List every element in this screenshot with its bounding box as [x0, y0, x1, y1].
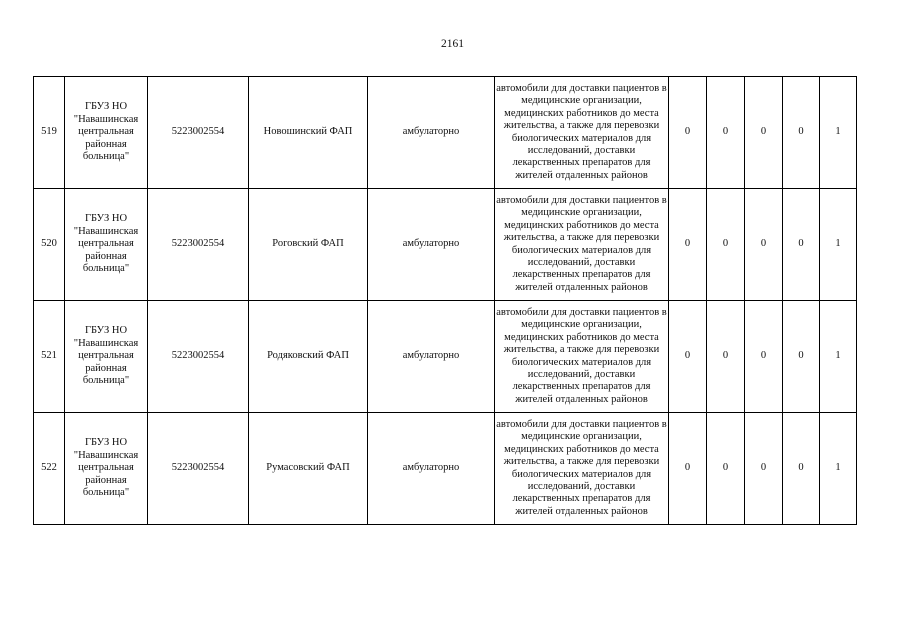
value-cell: 0 — [783, 413, 820, 525]
row-number: 521 — [34, 301, 65, 413]
organization-line: больница" — [82, 487, 130, 499]
facility-name: Румасовский ФАП — [249, 413, 368, 525]
table-row — [34, 413, 857, 525]
value-cell: 0 — [669, 413, 707, 525]
value-cell: 0 — [783, 189, 820, 301]
organization-line: районная — [85, 250, 127, 262]
value-cell: 0 — [745, 189, 783, 301]
page-number: 2161 — [441, 38, 464, 50]
inn-code: 5223002554 — [148, 189, 249, 301]
organization-line: "Навашинская — [73, 449, 139, 461]
inn-code: 5223002554 — [148, 413, 249, 525]
care-type: амбулаторно — [368, 77, 495, 189]
value-cell: 0 — [783, 301, 820, 413]
facility-name: Роговский ФАП — [249, 189, 368, 301]
vehicle-purpose: автомобили для доставки пациентов в медицинские организации, медицинских работников до места жительства, а также для перевозки биологических материалов для исследований, доставки лекарственных препаратов для жителей отдаленных районов — [495, 77, 669, 189]
facility-name: Новошинский ФАП — [249, 77, 368, 189]
value-cell: 0 — [669, 301, 707, 413]
organization-line: центральная — [78, 238, 134, 250]
organization-line: больница" — [82, 151, 130, 163]
care-type: амбулаторно — [368, 301, 495, 413]
value-cell: 0 — [745, 77, 783, 189]
care-type: амбулаторно — [368, 413, 495, 525]
vehicle-purpose: автомобили для доставки пациентов в медицинские организации, медицинских работников до места жительства, а также для перевозки биологических материалов для исследований, доставки лекарственных препаратов для жителей отдаленных районов — [495, 301, 669, 413]
organization-line: районная — [85, 474, 127, 486]
row-number: 519 — [34, 77, 65, 189]
value-cell: 0 — [745, 413, 783, 525]
organization-line: ГБУЗ НО — [84, 437, 128, 449]
value-cell: 0 — [707, 77, 745, 189]
table-row — [34, 77, 857, 189]
facility-name: Родяковский ФАП — [249, 301, 368, 413]
care-type: амбулаторно — [368, 189, 495, 301]
organization-line: ГБУЗ НО — [84, 101, 128, 113]
value-cell: 0 — [745, 301, 783, 413]
inn-code: 5223002554 — [148, 301, 249, 413]
table-row — [34, 189, 857, 301]
vehicle-purpose: автомобили для доставки пациентов в медицинские организации, медицинских работников до места жительства, а также для перевозки биологических материалов для исследований, доставки лекарственных препаратов для жителей отдаленных районов — [495, 413, 669, 525]
value-cell: 0 — [707, 413, 745, 525]
organization-line: центральная — [78, 462, 134, 474]
organization-line: "Навашинская — [73, 113, 139, 125]
organization-name — [65, 301, 148, 413]
value-cell: 0 — [707, 189, 745, 301]
inn-code: 5223002554 — [148, 77, 249, 189]
organization-line: ГБУЗ НО — [84, 325, 128, 337]
value-cell: 1 — [820, 189, 857, 301]
organization-line: "Навашинская — [73, 337, 139, 349]
organization-line: центральная — [78, 126, 134, 138]
row-number: 522 — [34, 413, 65, 525]
vehicle-purpose: автомобили для доставки пациентов в медицинские организации, медицинских работников до места жительства, а также для перевозки биологических материалов для исследований, доставки лекарственных препаратов для жителей отдаленных районов — [495, 189, 669, 301]
organization-name — [65, 189, 148, 301]
organization-line: больница" — [82, 375, 130, 387]
value-cell: 1 — [820, 301, 857, 413]
value-cell: 1 — [820, 77, 857, 189]
organization-line: "Навашинская — [73, 225, 139, 237]
value-cell: 0 — [707, 301, 745, 413]
organization-line: районная — [85, 138, 127, 150]
organization-line: больница" — [82, 263, 130, 275]
value-cell: 0 — [783, 77, 820, 189]
organization-name — [65, 413, 148, 525]
table-row — [34, 301, 857, 413]
organization-line: ГБУЗ НО — [84, 213, 128, 225]
organization-line: районная — [85, 362, 127, 374]
organization-name — [65, 77, 148, 189]
row-number: 520 — [34, 189, 65, 301]
organization-line: центральная — [78, 350, 134, 362]
value-cell: 1 — [820, 413, 857, 525]
value-cell: 0 — [669, 189, 707, 301]
vehicle-allocation-table — [33, 76, 857, 525]
value-cell: 0 — [669, 77, 707, 189]
